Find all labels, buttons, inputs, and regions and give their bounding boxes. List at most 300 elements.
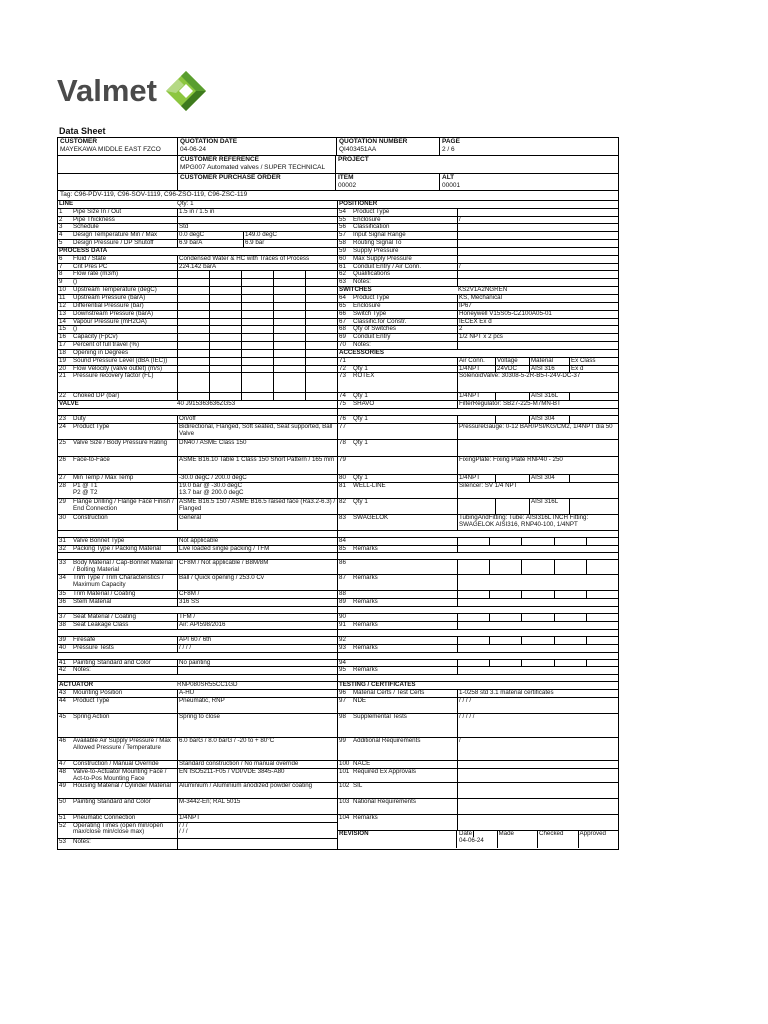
row-value-min: 0.0 degC xyxy=(178,232,244,239)
row-label: Pipe Thickness xyxy=(72,217,178,224)
row-label: Seat Leakage Class xyxy=(72,622,178,629)
section-label: SWITCHES xyxy=(339,286,372,294)
row-number: 41 xyxy=(59,658,66,666)
rev-made-label: Made xyxy=(498,831,539,848)
row-value: EN ISO5211-F05 / VDI/VDE 3845-A80 xyxy=(179,768,285,775)
row-number: 90 xyxy=(339,613,346,621)
row-label: Duty xyxy=(72,416,178,423)
row-number: 49 xyxy=(59,781,66,789)
row-label: Mounting Position xyxy=(72,690,178,697)
spec-row xyxy=(58,209,337,217)
row-label: Classification xyxy=(352,224,458,231)
row-label: NACE xyxy=(352,761,458,768)
item-cell xyxy=(336,174,440,191)
air-conn xyxy=(458,499,496,514)
spec-row xyxy=(58,823,337,839)
row-number: 62 xyxy=(339,270,346,278)
customer-reference-value: MPG007 Automated valves / SUPER TECHNICAL xyxy=(180,164,326,172)
page-cell xyxy=(440,138,618,155)
row-number: 61 xyxy=(339,262,346,270)
p1-label: P1 @ T1 xyxy=(73,482,98,489)
quotation-date-cell xyxy=(178,138,336,155)
row-label: Product Type xyxy=(352,209,458,216)
row-label: Qty 1 xyxy=(352,440,458,456)
section-label: PROCESS DATA xyxy=(59,246,108,254)
customer-po-label: CUSTOMER PURCHASE ORDER xyxy=(180,173,281,181)
spec-row xyxy=(338,690,618,698)
row-number: 101 xyxy=(339,767,350,775)
rev-date-value: 04-06-24 xyxy=(459,836,484,844)
row-number: 86 xyxy=(339,559,346,567)
alt-cell xyxy=(440,174,618,191)
voltage xyxy=(496,393,530,400)
row-value xyxy=(458,256,618,263)
row-value xyxy=(178,839,337,849)
spec-row xyxy=(58,546,337,554)
row-value xyxy=(458,240,618,247)
spec-row xyxy=(58,366,337,374)
spec-row xyxy=(338,799,618,815)
row-value: / xyxy=(459,263,461,270)
spec-row xyxy=(338,401,618,409)
p2-value: 13.7 bar @ 200.0 degC xyxy=(179,488,244,496)
p1-value: 19.0 bar @ -30.0 degC xyxy=(179,482,243,489)
voltage xyxy=(496,499,530,514)
spec-row xyxy=(58,783,337,799)
row-value: / / / / / xyxy=(459,713,475,720)
row-value: / xyxy=(459,737,461,744)
row-number: 57 xyxy=(339,231,346,239)
row-value xyxy=(458,761,618,768)
row-number: 58 xyxy=(339,239,346,247)
row-number: 45 xyxy=(59,712,66,720)
row-value: SolenoidValve: 30308-5-2R-B5-I-24V-DC-37 xyxy=(459,373,581,380)
row-label: Conduit Entry / Air Conn. xyxy=(352,264,458,271)
row-label: Painting Standard and Color xyxy=(72,660,178,667)
section-label: ACTUATOR xyxy=(59,681,94,689)
section-accessories xyxy=(338,350,618,358)
row-label: Trim Material / Coating xyxy=(72,591,178,598)
spec-row xyxy=(58,342,337,350)
spec-row xyxy=(338,415,618,424)
spec-row xyxy=(338,256,618,264)
row-number: 68 xyxy=(339,325,346,333)
spec-row xyxy=(338,613,618,622)
row-number: 10 xyxy=(59,286,66,294)
row-label: Valve Size / Body Pressure Rating xyxy=(72,440,178,456)
spec-row xyxy=(338,209,618,217)
row-label xyxy=(352,457,458,474)
row-number: 104 xyxy=(339,813,350,821)
spec-row xyxy=(58,698,337,714)
row-number: 96 xyxy=(339,689,346,697)
row-number: 92 xyxy=(339,635,346,643)
row-number: 25 xyxy=(59,438,66,446)
row-number: 46 xyxy=(59,736,66,744)
row-number: 59 xyxy=(339,246,346,254)
row-label: Min Temp / Max Temp xyxy=(72,475,178,482)
row-value: IP67 xyxy=(459,302,472,309)
row-label: Remarks xyxy=(352,575,458,590)
row-value: Condensed Water & HC with Traces of Process xyxy=(179,255,310,262)
row-label: Enclosure xyxy=(352,217,458,224)
row-value xyxy=(458,599,618,606)
row-value xyxy=(458,667,618,674)
spec-row xyxy=(58,264,337,272)
blank-cell xyxy=(58,174,178,191)
row-label: Pipe Size In / Out xyxy=(72,209,178,216)
row-label: Construction xyxy=(72,515,178,530)
row-number: 56 xyxy=(339,223,346,231)
ex-class xyxy=(570,393,618,400)
row-label: Valve Bonnet Type xyxy=(72,538,178,545)
spec-row xyxy=(58,761,337,769)
row-number: 5 xyxy=(59,239,63,247)
row-number: 85 xyxy=(339,544,346,552)
row-value: 1-0258 std 3.1 material certificates xyxy=(459,690,554,697)
row-label: ROTEX xyxy=(352,373,458,392)
row-label: Painting Standard and Color xyxy=(72,799,178,814)
row-number: 87 xyxy=(339,574,346,582)
row-label: Notes: xyxy=(72,839,178,849)
row-number: 4 xyxy=(59,231,63,239)
row-value xyxy=(458,815,618,830)
row-label: National Requirements xyxy=(352,799,458,814)
row-label: SHAVO xyxy=(352,401,458,408)
row-number: 98 xyxy=(339,712,346,720)
project-label: PROJECT xyxy=(338,155,369,163)
spec-row xyxy=(338,319,618,327)
row-number: 78 xyxy=(339,438,346,446)
row-label xyxy=(352,614,458,621)
row-value xyxy=(458,769,618,782)
row-number: 13 xyxy=(59,309,66,317)
row-value xyxy=(458,440,618,456)
customer-label: CUSTOMER xyxy=(60,138,98,145)
spec-row xyxy=(58,483,337,499)
spec-row xyxy=(58,515,337,531)
row-number: 28 xyxy=(59,481,66,489)
section-switches xyxy=(338,287,618,295)
row-number: 71 xyxy=(339,356,346,364)
row-value: Standard construction / No manual override xyxy=(179,760,299,767)
close-times: / / / xyxy=(179,828,188,836)
spec-row xyxy=(58,599,337,607)
row-value: M-3442-En; RAL 5015 xyxy=(179,798,241,805)
row-number: 75 xyxy=(339,400,346,408)
spec-row xyxy=(58,311,337,319)
row-number: 9 xyxy=(59,278,63,286)
row-number: 36 xyxy=(59,598,66,606)
spec-row xyxy=(58,256,337,264)
spec-row xyxy=(58,334,337,342)
row-number: 43 xyxy=(59,689,66,697)
row-number: 99 xyxy=(339,736,346,744)
row-value: ASME B16.10 Table 1 Class 150 Short Pattern / 165 mm xyxy=(179,456,335,463)
blank-cell xyxy=(58,156,178,173)
row-value: On/off xyxy=(179,416,196,423)
row-value: No painting xyxy=(179,659,211,666)
row-label: Fluid / State xyxy=(72,256,178,263)
row-number: 33 xyxy=(59,559,66,567)
revision-table xyxy=(457,831,618,848)
spec-row xyxy=(338,622,618,630)
item-value: 00002 xyxy=(338,182,357,190)
ex-class xyxy=(570,475,618,482)
row-label xyxy=(352,538,458,545)
spec-row xyxy=(58,415,337,424)
row-number: 38 xyxy=(59,621,66,628)
row-label: Classific.for Constr. xyxy=(352,319,458,326)
row-value: / / / / xyxy=(179,644,192,651)
rev-checked-label: Checked xyxy=(538,831,579,848)
spec-row xyxy=(58,645,337,653)
voltage-header: Voltage xyxy=(496,358,530,365)
row-number: 65 xyxy=(339,301,346,309)
spec-row xyxy=(338,546,618,554)
actuator-code: RNP080SR55CC1GD xyxy=(177,681,238,689)
row-value: / xyxy=(459,216,461,223)
spec-row xyxy=(58,690,337,698)
row-label xyxy=(352,591,458,598)
spec-row xyxy=(58,769,337,783)
spec-row xyxy=(338,575,618,591)
row-value xyxy=(458,271,618,278)
section-positioner xyxy=(338,201,618,209)
row-number: 91 xyxy=(339,621,346,628)
row-label: Max Supply Pressure xyxy=(352,256,458,263)
row-number: 103 xyxy=(339,797,350,805)
row-number: 12 xyxy=(59,301,66,309)
row-number: 32 xyxy=(59,544,66,552)
row-value: TubingAndFitting: Tube: AISI316L INCH Fitting: SWAGELOK AISI316, RNP40-100, 1/4NPT xyxy=(459,514,589,528)
row-value xyxy=(458,783,618,798)
material-header: Material xyxy=(530,358,570,365)
row-value: KS, Mechanical xyxy=(459,294,502,301)
row-label: Supply Pressure xyxy=(352,248,458,255)
row-value: API 607 6th xyxy=(179,636,212,643)
row-number: 53 xyxy=(59,837,66,845)
row-label: Percent of full travel (%) xyxy=(72,342,178,349)
row-value: FilterRegulator: SB27-225-M7MN-BT xyxy=(459,401,561,408)
spec-row xyxy=(338,475,618,483)
p2-label: P2 @ T2 xyxy=(73,488,98,496)
spec-row xyxy=(338,769,618,783)
quotation-date-value: 04-06-24 xyxy=(180,146,207,154)
quotation-number-value: QI403451AA xyxy=(339,146,377,154)
row-number: 102 xyxy=(339,781,350,789)
row-value: IECEX Ex d xyxy=(459,318,492,325)
row-value: TFM / xyxy=(179,614,196,621)
row-label: Upstream Pressure (barA) xyxy=(72,295,178,302)
section-label: POSITIONER xyxy=(339,199,378,207)
section-line xyxy=(58,201,337,209)
row-number: 20 xyxy=(59,364,66,372)
spec-row xyxy=(58,217,337,225)
row-value: General xyxy=(179,514,202,521)
spec-row xyxy=(58,613,337,622)
row-number: 15 xyxy=(59,325,66,333)
ex-class: Ex d xyxy=(571,365,584,372)
alt-label: ALT xyxy=(442,173,455,181)
spec-row xyxy=(338,457,618,475)
row-value: 1/2 NPT x 2 pcs xyxy=(459,334,503,341)
row-number: 31 xyxy=(59,536,66,544)
row-value: Honeywell V15S05-CZ100A05-01 xyxy=(459,310,552,317)
spec-row xyxy=(58,799,337,815)
spec-row xyxy=(58,326,337,334)
row-label: Routing Signal To xyxy=(352,240,458,247)
row-label: Remarks xyxy=(352,667,458,674)
row-label: Input Signal Range xyxy=(352,232,458,239)
spec-row xyxy=(338,659,618,668)
row-number: 60 xyxy=(339,254,346,262)
row-label: Required Ex Approvals xyxy=(352,769,458,782)
row-number: 54 xyxy=(339,207,346,215)
spec-row xyxy=(338,483,618,499)
row-value: Std xyxy=(179,224,189,231)
row-label xyxy=(352,660,458,667)
spec-row xyxy=(338,358,618,366)
row-value: Air: API598/2016 xyxy=(179,622,226,628)
spec-row xyxy=(338,373,618,393)
row-number: 42 xyxy=(59,666,66,674)
row-label: Capacity (FpCv) xyxy=(72,334,178,341)
row-value: 6.0 barG / 8.0 barG / -20 to + 80°C xyxy=(179,737,275,744)
spec-row xyxy=(58,319,337,327)
row-number: 37 xyxy=(59,613,66,621)
row-label: Remarks xyxy=(352,599,458,606)
page-label: PAGE xyxy=(442,138,460,145)
spec-row xyxy=(58,622,337,630)
spec-row xyxy=(58,224,337,232)
row-value xyxy=(178,667,337,674)
customer-reference-cell xyxy=(178,156,336,173)
section-actuator xyxy=(58,681,337,690)
spec-row xyxy=(58,815,337,823)
row-value: / / / / xyxy=(459,697,472,704)
spec-row xyxy=(58,559,337,575)
row-number: 11 xyxy=(59,293,66,301)
row-label: Qty 1 xyxy=(352,475,458,482)
row-label: Differential Pressure (bar) xyxy=(72,303,178,310)
row-label: Remarks xyxy=(352,815,458,830)
spec-row xyxy=(338,295,618,303)
air-conn: 1/4NPT xyxy=(458,393,496,400)
row-label: Trim Type / Trim Characteristics / Maximum Capacity xyxy=(72,575,178,590)
row-number: 70 xyxy=(339,341,346,349)
spec-row xyxy=(58,475,337,483)
tag-row: Tag: C96-PDV-119, C96-SOV-1119, C96-ZSO-119, C96-ZSC-119 xyxy=(58,191,618,200)
spec-row xyxy=(58,232,337,240)
row-label: Pneumatic Connection xyxy=(72,815,178,822)
revision-row xyxy=(338,831,618,848)
material: AISI 316L xyxy=(530,499,570,514)
spec-row xyxy=(58,575,337,591)
switches-code: KS2V1A2NGREN xyxy=(458,286,508,294)
air-conn: 1/4NPT xyxy=(458,366,496,373)
row-label: Face-to-Face xyxy=(72,457,178,474)
voltage xyxy=(496,416,530,423)
spec-row xyxy=(58,499,337,515)
row-number: 79 xyxy=(339,455,346,463)
customer-reference-label: CUSTOMER REFERENCE xyxy=(180,155,259,163)
row-number: 18 xyxy=(59,348,66,356)
row-value xyxy=(458,224,618,231)
row-label: Flange Drilling / Flange Face Finish / End Connection xyxy=(72,499,178,514)
row-value xyxy=(458,279,618,286)
row-label: Operating Times (open min/open max/close min/close max) xyxy=(72,823,178,838)
row-number: 94 xyxy=(339,658,346,666)
air-conn-header: Air Conn. xyxy=(458,358,496,365)
row-label: Notes: xyxy=(352,342,458,349)
row-value: ASME B16.5 150 / ASME B16.5 raised face (Ra3.2-6.3) / Flanged xyxy=(179,498,336,512)
row-number: 89 xyxy=(339,598,346,606)
row-value: 1.5 in / 1.5 in xyxy=(179,208,215,215)
project-cell xyxy=(336,156,618,173)
row-number: 84 xyxy=(339,536,346,544)
row-label: Housing Material / Cylinder Material xyxy=(72,783,178,798)
row-label xyxy=(352,358,458,365)
row-label: Material Certs / Test Certs xyxy=(352,690,458,697)
row-value: 316 SS xyxy=(179,599,200,606)
row-label: Remarks xyxy=(352,546,458,553)
row-number: 95 xyxy=(339,666,346,674)
spec-row xyxy=(58,295,337,303)
row-number: 81 xyxy=(339,481,346,489)
row-value: FixingPlate: Fixing Plate RNP40 - 250 xyxy=(459,456,563,463)
row-value: Ball / Quick opening / 253.0 Cv xyxy=(179,575,264,582)
spec-row xyxy=(338,366,618,374)
row-number: 2 xyxy=(59,215,63,223)
row-label: Flow rate (m3/h) xyxy=(72,271,178,278)
row-number: 93 xyxy=(339,643,346,651)
row-value xyxy=(178,823,337,838)
row-label: Downstream Pressure (barA) xyxy=(72,311,178,318)
spec-row xyxy=(338,783,618,799)
spec-row xyxy=(338,224,618,232)
row-label: Qty 1 xyxy=(352,499,458,514)
row-label: Pressure Tests xyxy=(72,645,178,652)
row-value: A-HU xyxy=(179,690,195,697)
row-label: Choked DP (bar) xyxy=(72,393,178,400)
rev-date-label: Date xyxy=(459,829,473,837)
spec-row xyxy=(338,515,618,531)
right-column xyxy=(338,201,618,849)
row-label: Pressure recovery factor (FL) xyxy=(72,373,178,392)
row-number: 100 xyxy=(339,759,350,767)
row-label: Product Type xyxy=(72,698,178,713)
spec-row xyxy=(58,440,337,457)
header-row-2 xyxy=(58,156,618,174)
alt-value: 00001 xyxy=(442,182,461,190)
row-value: Spring to close xyxy=(179,713,220,720)
row-number: 21 xyxy=(59,372,66,380)
row-label: SIL xyxy=(352,783,458,798)
customer-cell xyxy=(58,138,178,155)
row-number: 40 xyxy=(59,643,66,651)
row-label xyxy=(352,637,458,644)
spec-row xyxy=(338,393,618,401)
spec-row xyxy=(338,248,618,256)
spec-row xyxy=(338,264,618,272)
logo-wordmark: Valmet xyxy=(57,73,157,108)
row-label: Remarks xyxy=(352,645,458,652)
row-label: Qty 1 xyxy=(352,393,458,400)
row-number: 30 xyxy=(59,513,66,521)
spec-row xyxy=(58,271,337,279)
spec-row xyxy=(338,667,618,675)
